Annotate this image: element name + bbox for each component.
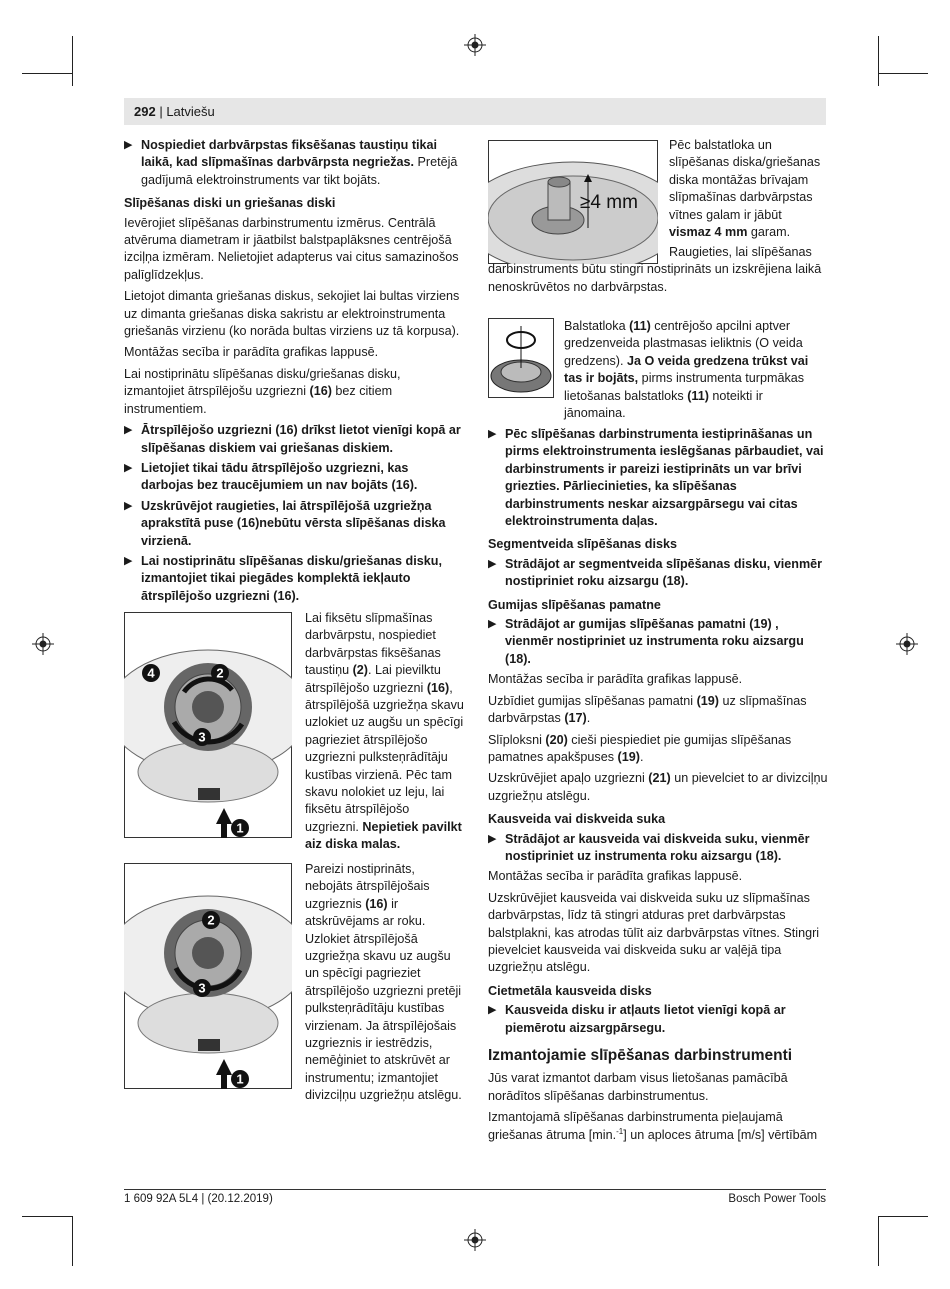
left-column bbox=[124, 137, 464, 608]
crop-mark bbox=[878, 1216, 879, 1266]
paragraph: Slīploksni (20) cieši piespiediet pie gumijas slīpēšanas pamatnes apakšpuses (19). bbox=[488, 732, 792, 764]
footer-doc-id: 1 609 92A 5L4 | (20.12.2019) bbox=[124, 1193, 273, 1205]
section-heading: Slīpēšanas diski un griešanas diski bbox=[124, 196, 336, 211]
section-heading: Kausveida vai diskveida suka bbox=[488, 812, 666, 827]
fig1-label: 1 bbox=[236, 820, 244, 836]
footer-brand: Bosch Power Tools bbox=[728, 1193, 826, 1205]
fig-top-caption: Pēc balstatloka un slīpēšanas diska/griešanas diska montāžas brīvajam slīpmašīnas darbvārpstas vītnes galam ir jābūt vismaz 4 mm garam. bbox=[669, 138, 821, 240]
bullet-item: ▶ Uzskrūvējot raugieties, lai ātrspīlējošā uzgriežņa aprakstītā puse (16)nebūtu vērsta slīpēšanas diska virzienā. bbox=[124, 498, 446, 548]
o-ring-caption: Balstatloka (11) centrējošo apcilni aptver gredzenveida plastmasas ieliktnis (O veida gredzens). Ja O veida gredzena trūkst vai tas ir bojāts, pirms instrumenta turpmākas lietošanas balstatloks (11) noteikti ir jānomaina. bbox=[564, 319, 809, 421]
header-bar bbox=[124, 98, 826, 125]
paragraph: Jūs varat izmantot darbam visus lietošanas pamācībā norādītos slīpēšanas darbinstrumentus. bbox=[488, 1071, 788, 1103]
page-header: 292 | Latviešu bbox=[134, 104, 215, 119]
section-heading: Gumijas slīpēšanas pamatne bbox=[488, 597, 661, 612]
bullet-item: ▶ Nospiediet darbvārpstas fiksēšanas taustiņu tikai laikā, kad slīpmašīnas darbvārpsta negriežas. Pretējā gadījumā elektroinstruments var tikt bojāts. bbox=[124, 138, 458, 187]
crop-mark bbox=[72, 1216, 73, 1266]
quick-clamp-nut-loosen-illustration bbox=[124, 863, 292, 1103]
crop-mark bbox=[72, 36, 73, 86]
paragraph: Uzskrūvējiet kausveida vai diskveida suku uz slīpmašīnas darbvārpstas, līdz tā stingri atduras pret darbvārpstas balstplakni, kas atrodas tūlīt aiz darbvārpstas vītnes. Stingri pievelciet kausveida vai diskveida suku ar vaļējā tipa uzgriežņu atslēgu. bbox=[488, 890, 820, 975]
paragraph: Raugieties, lai slīpēšanas darbinstruments būtu stingri nostiprināts un izskrējiena laikā nenoskrūvētos no darbvārpstas. bbox=[488, 245, 822, 294]
registration-mark-icon bbox=[464, 34, 486, 56]
o-ring-illustration bbox=[488, 318, 554, 398]
fig1-caption: Lai fiksētu slīpmašīnas darbvārpstu, nospiediet darbvārpstas fiksēšanas taustiņu (2). Lai pievilktu ātrspīlējošo uzgriezni (16), ātrspīlējošā uzgriežņa skavu uzlokiet uz augšu un spēcīgi pagrieziet ātrspīlējošo uzgriezni pulksteņrādītāju kustības virzienā. Pēc tam skavu nolokiet uz leju, lai fiksētu ātrspīlējošo uzgriezni. Nepietiek pavilkt aiz diska malas. bbox=[305, 611, 464, 852]
paragraph: Lai nostiprinātu slīpēšanas disku/griešanas disku, izmantojiet ātrspīlējošu uzgriezni (16) bez citiem instrumentiem. bbox=[124, 366, 401, 416]
fig2-caption: Pareizi nostiprināts, nebojāts ātrspīlējošais uzgrieznis (16) ir atskrūvējams ar roku. Uzlokiet ātrspīlējošā uzgriežņa skavu uz augšu un spēcīgi pagrieziet ātrspīlējošo uzgriezni pretēji pulksteņrādītāju kustības virzienam. Ja ātrspīlējošais uzgrieznis ir iestrēdzis, nemēģiniet to atskrūvēt ar instrumentu; izmantojiet divizciļņu uzgriežņu atslēgu. bbox=[305, 862, 462, 1103]
section-heading: Segmentveida slīpēšanas disks bbox=[488, 537, 677, 552]
paragraph: Montāžas secība ir parādīta grafikas lappusē. bbox=[488, 672, 743, 687]
fig2-label: 2 bbox=[207, 912, 215, 928]
section-heading: Cietmetāla kausveida disks bbox=[488, 983, 652, 998]
bullet-item: ▶ Lietojiet tikai tādu ātrspīlējošo uzgriezni, kas darbojas bez traucējumiem un nav bojāts (16). bbox=[124, 460, 418, 493]
paragraph: Montāžas secība ir parādīta grafikas lappusē. bbox=[488, 869, 743, 884]
section-title: Izmantojamie slīpēšanas darbinstrumenti bbox=[488, 1047, 793, 1064]
quick-clamp-nut-tighten-illustration bbox=[124, 612, 292, 852]
registration-mark-icon bbox=[464, 1229, 486, 1251]
paragraph: Izmantojamā slīpēšanas darbinstrumenta pieļaujamā griešanas ātruma [min.$^{-1}$] un aploces ātruma [m/s] vērtībām bbox=[488, 1110, 818, 1142]
thread-length-label: ≥4 mm bbox=[580, 192, 638, 213]
paragraph: Montāžas secība ir parādīta grafikas lappusē. bbox=[124, 345, 379, 360]
crop-mark bbox=[878, 1216, 928, 1217]
bullet-item: ▶ Strādājot ar kausveida vai diskveida suku, vienmēr nostipriniet uz instrumenta roku aizsargu (18). bbox=[488, 831, 810, 863]
registration-mark-icon bbox=[32, 633, 54, 655]
bullet-item: ▶ Lai nostiprinātu slīpēšanas disku/griešanas disku, izmantojiet tikai piegādes komplektā iekļauto ātrspīlējošo uzgriezni (16). bbox=[124, 553, 442, 603]
footer-rule bbox=[124, 1189, 826, 1190]
fig2-label: 1 bbox=[236, 1071, 244, 1087]
header-language: Latviešu bbox=[166, 104, 215, 119]
bullet-item: ▶ Kausveida disku ir atļauts lietot vienīgi kopā ar piemērotu aizsargpārsegu. bbox=[488, 1003, 786, 1035]
crop-mark bbox=[22, 73, 72, 74]
fig1-label: 3 bbox=[198, 729, 206, 745]
paragraph: Uzbīdiet gumijas slīpēšanas pamatni (19) uz slīpmašīnas darbvārpstas (17). bbox=[488, 693, 807, 726]
paragraph: Ievērojiet slīpēšanas darbinstrumentu izmērus. Centrālā atvēruma diametram ir jāatbilst balstpaplāksnes centrējošā izciļņa izmēram. Nelietojiet adapterus vai citus samazinošos palīglīdzekļus. bbox=[124, 215, 459, 282]
bullet-item: ▶ Pēc slīpēšanas darbinstrumenta iestiprināšanas un pirms elektroinstrumenta ieslēgšanas pārbaudiet, vai darbinstruments ir pareizi iestiprināts un var brīvi griezties. Pārliecinieties, ka slīpēšanas darbinstruments neskar aizsargpārsegu vai citas elektroinstrumenta daļas. bbox=[488, 427, 824, 529]
right-column bbox=[488, 426, 828, 1148]
registration-mark-icon bbox=[896, 633, 918, 655]
crop-mark bbox=[878, 36, 879, 86]
paragraph: Uzskrūvējiet apaļo uzgriezni (21) un pievelciet to ar divizciļņu uzgriežņu atslēgu. bbox=[488, 771, 828, 803]
fig1-label: 4 bbox=[147, 665, 155, 681]
crop-mark bbox=[22, 1216, 72, 1217]
paragraph: Lietojot dimanta griešanas diskus, sekojiet lai bultas virziens uz dimanta griešanas diska sakristu ar elektroinstrumenta griešanās virzienu (ko norāda bultas virziens uz tā korpusa). bbox=[124, 289, 460, 339]
bullet-item: ▶ Strādājot ar gumijas slīpēšanas pamatni (19) , vienmēr nostipriniet uz instrumenta roku aizsargu (18). bbox=[488, 617, 804, 666]
fig1-label: 2 bbox=[216, 665, 224, 681]
bullet-item: ▶ Strādājot ar segmentveida slīpēšanas disku, vienmēr nostipriniet roku aizsargu (18). bbox=[488, 556, 823, 589]
crop-mark bbox=[878, 73, 928, 74]
bullet-item: ▶ Ātrspīlējošo uzgriezni (16) drīkst lietot vienīgi kopā ar slīpēšanas diskiem vai griešanas diskiem. bbox=[124, 423, 461, 455]
fig2-label: 3 bbox=[198, 980, 206, 996]
page-number: 292 bbox=[134, 104, 156, 119]
